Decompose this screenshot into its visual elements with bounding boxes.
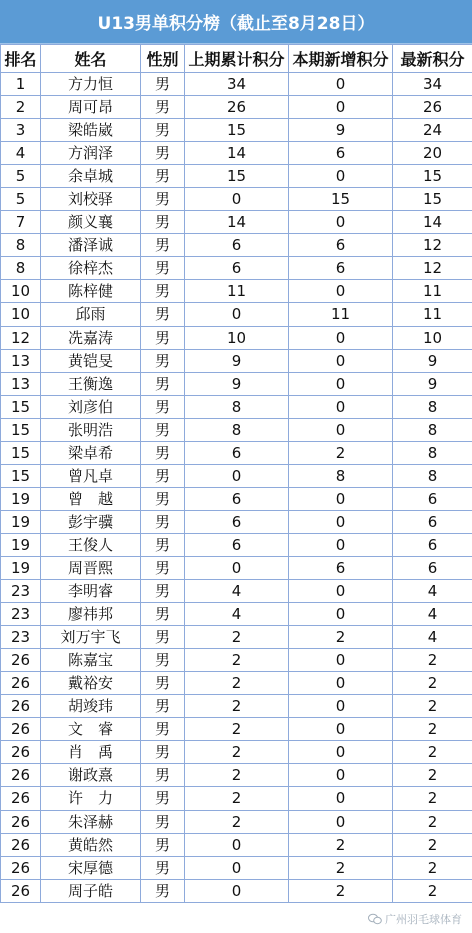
gender-cell: 男 (141, 879, 185, 902)
latest-points-cell: 2 (393, 879, 472, 902)
name-cell: 李明睿 (41, 580, 141, 603)
name-cell: 周子皓 (41, 879, 141, 902)
gender-cell: 男 (141, 326, 185, 349)
table-row (1, 441, 472, 464)
gender-cell: 男 (141, 142, 185, 165)
latest-points-cell: 6 (393, 533, 472, 556)
table-row (1, 234, 472, 257)
rank-cell: 12 (1, 326, 41, 349)
table-row (1, 257, 472, 280)
gender-cell: 男 (141, 833, 185, 856)
rank-cell: 23 (1, 603, 41, 626)
name-cell: 颜义襄 (41, 211, 141, 234)
previous-points-cell: 6 (185, 510, 289, 533)
col-header-previous-points: 上期累计积分 (185, 45, 289, 73)
table-row (1, 764, 472, 787)
new-points-cell: 0 (289, 580, 393, 603)
name-cell: 余卓城 (41, 165, 141, 188)
new-points-cell: 0 (289, 418, 393, 441)
previous-points-cell: 11 (185, 280, 289, 303)
latest-points-cell: 9 (393, 372, 472, 395)
name-cell: 曾 越 (41, 487, 141, 510)
table-row (1, 787, 472, 810)
name-cell: 曾凡卓 (41, 464, 141, 487)
name-cell: 朱泽赫 (41, 810, 141, 833)
gender-cell: 男 (141, 580, 185, 603)
previous-points-cell: 26 (185, 96, 289, 119)
name-cell: 陈梓健 (41, 280, 141, 303)
new-points-cell: 15 (289, 188, 393, 211)
rank-cell: 2 (1, 96, 41, 119)
gender-cell: 男 (141, 96, 185, 119)
name-cell: 方力恒 (41, 73, 141, 96)
previous-points-cell: 6 (185, 487, 289, 510)
latest-points-cell: 8 (393, 395, 472, 418)
previous-points-cell: 2 (185, 741, 289, 764)
new-points-cell: 0 (289, 533, 393, 556)
new-points-cell: 2 (289, 833, 393, 856)
rank-cell: 26 (1, 833, 41, 856)
previous-points-cell: 2 (185, 764, 289, 787)
rank-cell: 26 (1, 718, 41, 741)
rank-cell: 10 (1, 280, 41, 303)
rank-cell: 26 (1, 879, 41, 902)
name-cell: 彭宇骥 (41, 510, 141, 533)
previous-points-cell: 4 (185, 603, 289, 626)
col-header-name: 姓名 (41, 45, 141, 73)
new-points-cell: 2 (289, 441, 393, 464)
name-cell: 戴裕安 (41, 672, 141, 695)
gender-cell: 男 (141, 372, 185, 395)
new-points-cell: 9 (289, 119, 393, 142)
gender-cell: 男 (141, 810, 185, 833)
name-cell: 黄皓然 (41, 833, 141, 856)
rank-cell: 26 (1, 810, 41, 833)
latest-points-cell: 4 (393, 626, 472, 649)
table-row (1, 533, 472, 556)
table-row (1, 349, 472, 372)
gender-cell: 男 (141, 487, 185, 510)
gender-cell: 男 (141, 741, 185, 764)
gender-cell: 男 (141, 257, 185, 280)
rank-cell: 26 (1, 787, 41, 810)
previous-points-cell: 6 (185, 257, 289, 280)
new-points-cell: 0 (289, 96, 393, 119)
latest-points-cell: 4 (393, 603, 472, 626)
table-title: U13男单积分榜（截止至8月28日） (0, 0, 472, 44)
gender-cell: 男 (141, 165, 185, 188)
table-row (1, 96, 472, 119)
new-points-cell: 0 (289, 787, 393, 810)
rank-cell: 15 (1, 395, 41, 418)
previous-points-cell: 0 (185, 303, 289, 326)
latest-points-cell: 26 (393, 96, 472, 119)
latest-points-cell: 15 (393, 188, 472, 211)
name-cell: 许 力 (41, 787, 141, 810)
table-row (1, 119, 472, 142)
previous-points-cell: 0 (185, 879, 289, 902)
table-row (1, 487, 472, 510)
previous-points-cell: 6 (185, 234, 289, 257)
latest-points-cell: 11 (393, 280, 472, 303)
header-row (1, 45, 472, 73)
table-row (1, 741, 472, 764)
previous-points-cell: 0 (185, 464, 289, 487)
latest-points-cell: 2 (393, 764, 472, 787)
name-cell: 徐梓杰 (41, 257, 141, 280)
name-cell: 陈嘉宝 (41, 649, 141, 672)
col-header-latest-points: 最新积分 (393, 45, 472, 73)
rank-cell: 19 (1, 510, 41, 533)
previous-points-cell: 2 (185, 718, 289, 741)
rank-cell: 26 (1, 856, 41, 879)
latest-points-cell: 8 (393, 441, 472, 464)
new-points-cell: 0 (289, 165, 393, 188)
new-points-cell: 8 (289, 464, 393, 487)
table-row (1, 833, 472, 856)
gender-cell: 男 (141, 119, 185, 142)
col-header-gender: 性别 (141, 45, 185, 73)
latest-points-cell: 24 (393, 119, 472, 142)
latest-points-cell: 8 (393, 418, 472, 441)
new-points-cell: 6 (289, 142, 393, 165)
gender-cell: 男 (141, 764, 185, 787)
latest-points-cell: 14 (393, 211, 472, 234)
table-row (1, 188, 472, 211)
name-cell: 廖祎邦 (41, 603, 141, 626)
watermark (368, 911, 462, 927)
previous-points-cell: 2 (185, 810, 289, 833)
gender-cell: 男 (141, 695, 185, 718)
watermark-text: 广州羽毛球体育 (385, 913, 462, 926)
table-row (1, 603, 472, 626)
gender-cell: 男 (141, 349, 185, 372)
gender-cell: 男 (141, 303, 185, 326)
latest-points-cell: 6 (393, 556, 472, 579)
new-points-cell: 0 (289, 280, 393, 303)
rank-cell: 19 (1, 533, 41, 556)
table-row (1, 626, 472, 649)
latest-points-cell: 2 (393, 718, 472, 741)
name-cell: 张明浩 (41, 418, 141, 441)
rank-cell: 26 (1, 649, 41, 672)
name-cell: 方润泽 (41, 142, 141, 165)
new-points-cell: 0 (289, 372, 393, 395)
name-cell: 王俊人 (41, 533, 141, 556)
table-row (1, 418, 472, 441)
latest-points-cell: 2 (393, 787, 472, 810)
previous-points-cell: 2 (185, 649, 289, 672)
previous-points-cell: 34 (185, 73, 289, 96)
rank-cell: 10 (1, 303, 41, 326)
gender-cell: 男 (141, 188, 185, 211)
name-cell: 周晋熙 (41, 556, 141, 579)
latest-points-cell: 10 (393, 326, 472, 349)
gender-cell: 男 (141, 464, 185, 487)
previous-points-cell: 2 (185, 626, 289, 649)
latest-points-cell: 2 (393, 695, 472, 718)
new-points-cell: 6 (289, 234, 393, 257)
previous-points-cell: 4 (185, 580, 289, 603)
table-row (1, 395, 472, 418)
name-cell: 冼嘉涛 (41, 326, 141, 349)
new-points-cell: 6 (289, 257, 393, 280)
previous-points-cell: 8 (185, 395, 289, 418)
latest-points-cell: 12 (393, 234, 472, 257)
gender-cell: 男 (141, 73, 185, 96)
table-row (1, 510, 472, 533)
new-points-cell: 2 (289, 856, 393, 879)
rank-cell: 7 (1, 211, 41, 234)
gender-cell: 男 (141, 510, 185, 533)
new-points-cell: 0 (289, 395, 393, 418)
rank-cell: 19 (1, 556, 41, 579)
rank-cell: 15 (1, 418, 41, 441)
name-cell: 梁卓希 (41, 441, 141, 464)
name-cell: 刘校驿 (41, 188, 141, 211)
rank-cell: 13 (1, 349, 41, 372)
new-points-cell: 6 (289, 556, 393, 579)
rank-cell: 4 (1, 142, 41, 165)
table-row (1, 211, 472, 234)
name-cell: 王衡逸 (41, 372, 141, 395)
previous-points-cell: 0 (185, 188, 289, 211)
latest-points-cell: 12 (393, 257, 472, 280)
table-row (1, 580, 472, 603)
rank-cell: 5 (1, 188, 41, 211)
new-points-cell: 0 (289, 718, 393, 741)
gender-cell: 男 (141, 649, 185, 672)
rank-cell: 8 (1, 257, 41, 280)
rank-cell: 26 (1, 764, 41, 787)
new-points-cell: 0 (289, 810, 393, 833)
gender-cell: 男 (141, 787, 185, 810)
name-cell: 胡竣玮 (41, 695, 141, 718)
table-row (1, 326, 472, 349)
table-row (1, 879, 472, 902)
name-cell: 周可昂 (41, 96, 141, 119)
wechat-icon (368, 913, 382, 925)
gender-cell: 男 (141, 603, 185, 626)
table-row (1, 810, 472, 833)
latest-points-cell: 2 (393, 741, 472, 764)
gender-cell: 男 (141, 672, 185, 695)
rank-cell: 15 (1, 464, 41, 487)
latest-points-cell: 8 (393, 464, 472, 487)
gender-cell: 男 (141, 234, 185, 257)
latest-points-cell: 4 (393, 580, 472, 603)
previous-points-cell: 6 (185, 441, 289, 464)
latest-points-cell: 2 (393, 810, 472, 833)
previous-points-cell: 14 (185, 142, 289, 165)
gender-cell: 男 (141, 211, 185, 234)
latest-points-cell: 2 (393, 672, 472, 695)
previous-points-cell: 15 (185, 165, 289, 188)
previous-points-cell: 9 (185, 349, 289, 372)
previous-points-cell: 2 (185, 672, 289, 695)
new-points-cell: 0 (289, 672, 393, 695)
new-points-cell: 2 (289, 879, 393, 902)
new-points-cell: 0 (289, 764, 393, 787)
latest-points-cell: 34 (393, 73, 472, 96)
gender-cell: 男 (141, 395, 185, 418)
name-cell: 黄铠旻 (41, 349, 141, 372)
rank-cell: 3 (1, 119, 41, 142)
gender-cell: 男 (141, 441, 185, 464)
latest-points-cell: 9 (393, 349, 472, 372)
table-row (1, 303, 472, 326)
latest-points-cell: 2 (393, 856, 472, 879)
name-cell: 肖 禹 (41, 741, 141, 764)
new-points-cell: 0 (289, 349, 393, 372)
previous-points-cell: 2 (185, 695, 289, 718)
name-cell: 宋厚德 (41, 856, 141, 879)
table-row (1, 672, 472, 695)
table-row (1, 718, 472, 741)
rank-cell: 19 (1, 487, 41, 510)
latest-points-cell: 2 (393, 833, 472, 856)
rank-cell: 5 (1, 165, 41, 188)
gender-cell: 男 (141, 626, 185, 649)
name-cell: 刘万宇飞 (41, 626, 141, 649)
gender-cell: 男 (141, 533, 185, 556)
rank-cell: 13 (1, 372, 41, 395)
gender-cell: 男 (141, 718, 185, 741)
rank-cell: 26 (1, 672, 41, 695)
previous-points-cell: 6 (185, 533, 289, 556)
previous-points-cell: 0 (185, 856, 289, 879)
name-cell: 谢政熹 (41, 764, 141, 787)
name-cell: 刘彦伯 (41, 395, 141, 418)
rank-cell: 1 (1, 73, 41, 96)
table-row (1, 280, 472, 303)
latest-points-cell: 2 (393, 649, 472, 672)
previous-points-cell: 15 (185, 119, 289, 142)
name-cell: 邱雨 (41, 303, 141, 326)
new-points-cell: 0 (289, 649, 393, 672)
latest-points-cell: 11 (393, 303, 472, 326)
previous-points-cell: 14 (185, 211, 289, 234)
table-row (1, 142, 472, 165)
col-header-new-points: 本期新增积分 (289, 45, 393, 73)
previous-points-cell: 0 (185, 556, 289, 579)
new-points-cell: 11 (289, 303, 393, 326)
rank-cell: 23 (1, 626, 41, 649)
table-row (1, 556, 472, 579)
previous-points-cell: 8 (185, 418, 289, 441)
gender-cell: 男 (141, 856, 185, 879)
latest-points-cell: 6 (393, 487, 472, 510)
name-cell: 梁皓崴 (41, 119, 141, 142)
new-points-cell: 0 (289, 487, 393, 510)
table-row (1, 165, 472, 188)
ranking-table (0, 44, 472, 903)
table-row (1, 649, 472, 672)
new-points-cell: 0 (289, 326, 393, 349)
new-points-cell: 0 (289, 695, 393, 718)
previous-points-cell: 0 (185, 833, 289, 856)
gender-cell: 男 (141, 280, 185, 303)
latest-points-cell: 15 (393, 165, 472, 188)
new-points-cell: 2 (289, 626, 393, 649)
rank-cell: 26 (1, 741, 41, 764)
table-row (1, 856, 472, 879)
latest-points-cell: 20 (393, 142, 472, 165)
name-cell: 潘泽诚 (41, 234, 141, 257)
rank-cell: 15 (1, 441, 41, 464)
table-row (1, 73, 472, 96)
new-points-cell: 0 (289, 211, 393, 234)
rank-cell: 23 (1, 580, 41, 603)
rank-cell: 26 (1, 695, 41, 718)
col-header-rank: 排名 (1, 45, 41, 73)
gender-cell: 男 (141, 556, 185, 579)
latest-points-cell: 6 (393, 510, 472, 533)
new-points-cell: 0 (289, 741, 393, 764)
new-points-cell: 0 (289, 510, 393, 533)
name-cell: 文 睿 (41, 718, 141, 741)
new-points-cell: 0 (289, 73, 393, 96)
rank-cell: 8 (1, 234, 41, 257)
gender-cell: 男 (141, 418, 185, 441)
previous-points-cell: 2 (185, 787, 289, 810)
previous-points-cell: 9 (185, 372, 289, 395)
table-row (1, 464, 472, 487)
new-points-cell: 0 (289, 603, 393, 626)
table-row (1, 695, 472, 718)
previous-points-cell: 10 (185, 326, 289, 349)
table-row (1, 372, 472, 395)
